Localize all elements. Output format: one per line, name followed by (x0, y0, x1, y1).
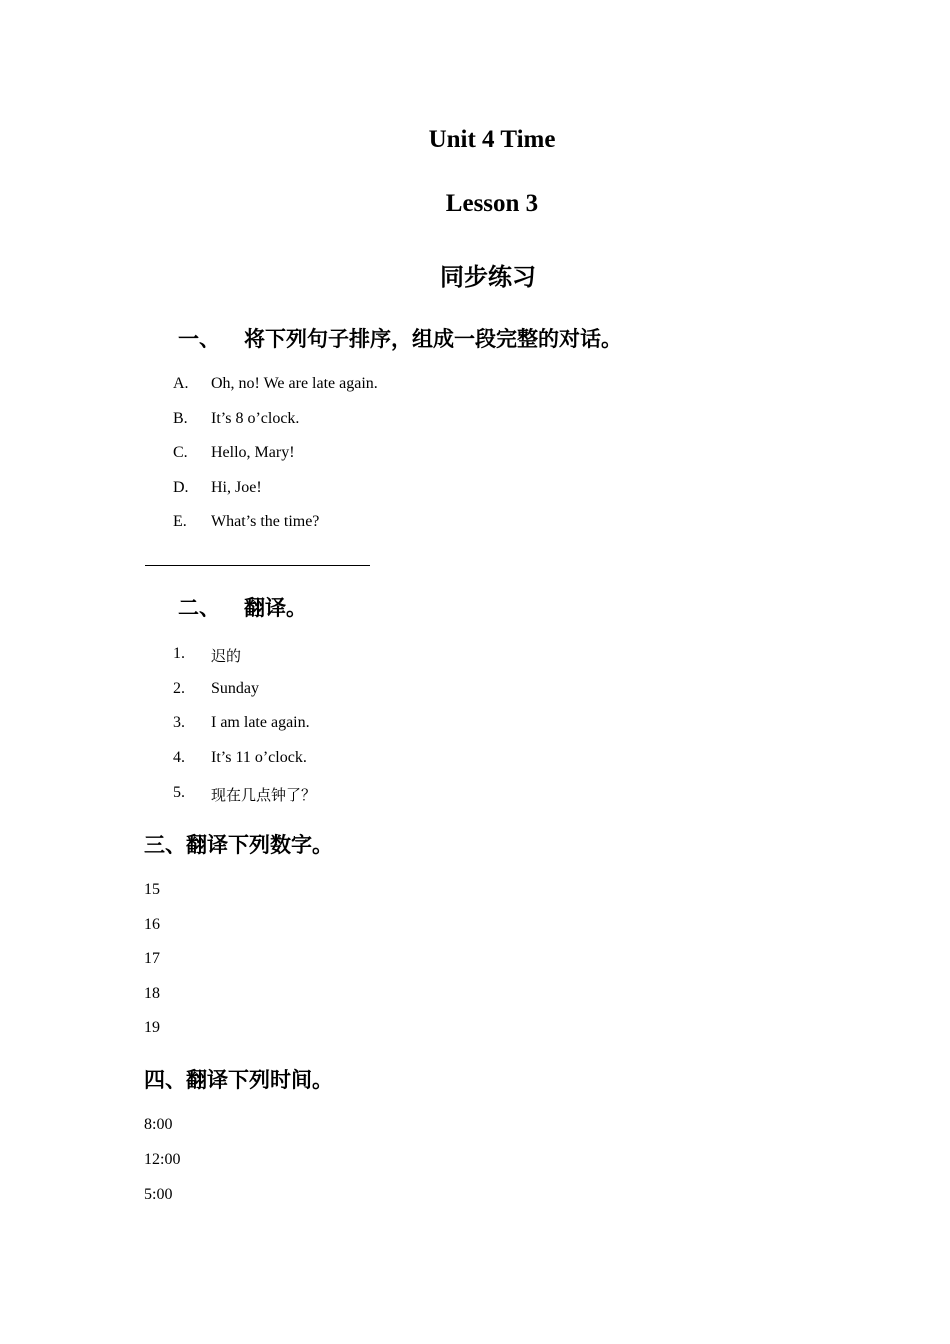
section1-item-text: Oh, no! We are late again. (211, 375, 378, 392)
section4-heading: 四、翻译下列时间。 (144, 1068, 333, 1092)
number-item: 18 (144, 985, 160, 1002)
unit-title: Unit 4 Time (428, 126, 556, 153)
number-item: 16 (144, 916, 160, 933)
time-item: 8:00 (144, 1116, 173, 1133)
section2-heading: 翻译。 (244, 596, 307, 620)
lesson-title: Lesson 3 (445, 190, 539, 217)
page-subtitle: 同步练习 (440, 263, 536, 291)
section2-item-label: 4. (173, 749, 185, 766)
section2-item-label: 5. (173, 784, 185, 801)
section1-item-text: What’s the time? (211, 513, 320, 530)
time-item: 12:00 (144, 1151, 181, 1168)
section1-item-text: It’s 8 o’clock. (211, 410, 300, 427)
number-item: 17 (144, 950, 160, 967)
answer-line (145, 565, 370, 566)
section2-item-text: It’s 11 o’clock. (211, 749, 307, 766)
section1-item-label: E. (173, 513, 187, 530)
section2-item-label: 3. (173, 714, 185, 731)
section1-item-text: Hi, Joe! (211, 479, 262, 496)
time-item: 5:00 (144, 1186, 173, 1203)
number-item: 15 (144, 881, 160, 898)
section1-item-label: D. (173, 479, 189, 496)
section2-item-text: I am late again. (211, 714, 310, 731)
section2-item-text: 迟的 (211, 647, 242, 665)
section2-number: 二、 (178, 596, 220, 620)
section1-item-label: A. (173, 375, 189, 392)
section1-item-text: Hello, Mary! (211, 444, 295, 461)
number-item: 19 (144, 1019, 160, 1036)
section1-item-label: B. (173, 410, 188, 427)
section1-number: 一、 (178, 327, 220, 351)
section2-item-label: 1. (173, 645, 185, 662)
section2-item-label: 2. (173, 680, 185, 697)
section1-heading: 将下列句子排序，组成一段完整的对话。 (244, 327, 622, 351)
section2-item-text: Sunday (211, 680, 259, 697)
section1-item-label: C. (173, 444, 188, 461)
section3-heading: 三、翻译下列数字。 (144, 833, 333, 857)
section2-item-text: 现在几点钟了？ (211, 786, 317, 804)
